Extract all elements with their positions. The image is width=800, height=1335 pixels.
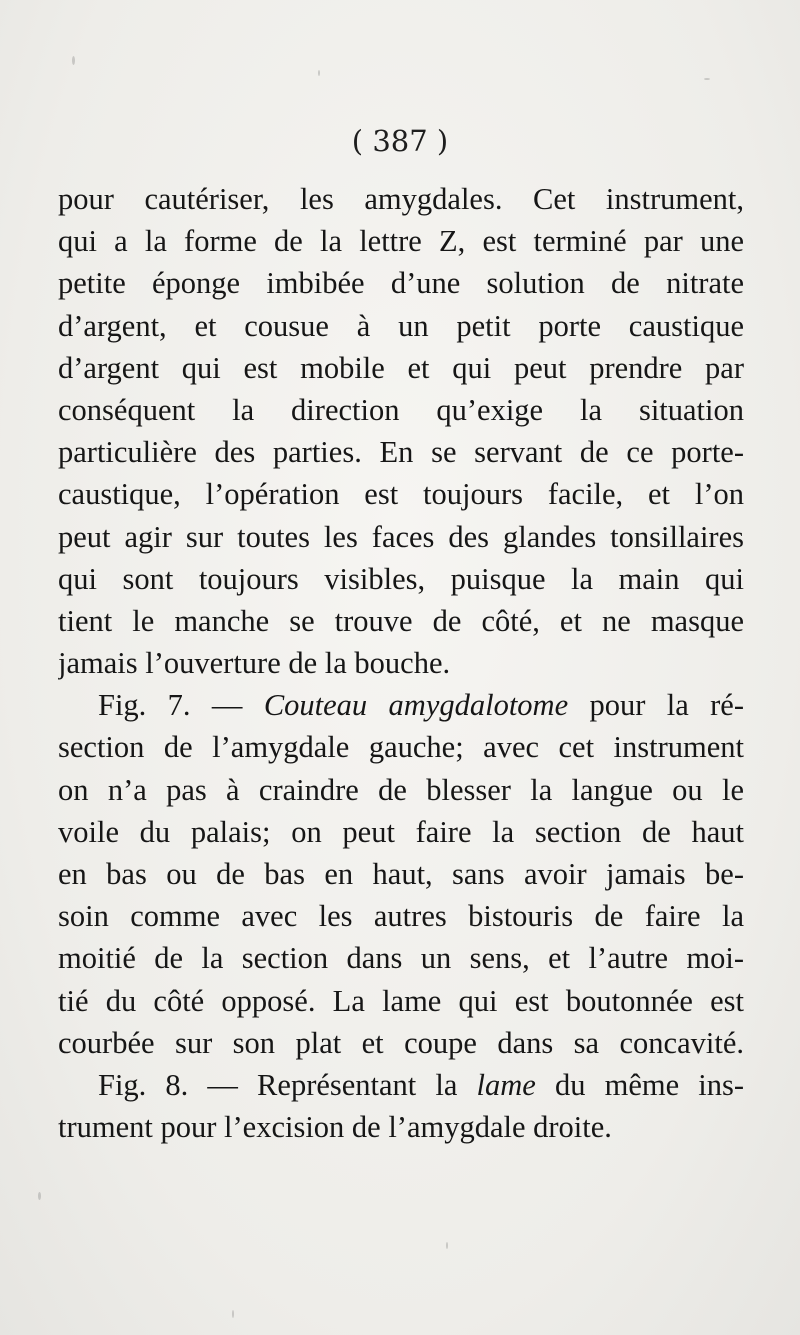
text-run: d’argent, et cousue à un petit porte caustique bbox=[58, 308, 744, 343]
text-run: pour la ré- bbox=[568, 688, 744, 723]
text-run: conséquent la direction qu’exige la situation bbox=[58, 392, 744, 427]
text-line bbox=[58, 1022, 744, 1064]
text-line bbox=[58, 811, 744, 853]
text-line bbox=[58, 389, 744, 431]
text-line bbox=[58, 853, 744, 895]
text-line bbox=[58, 726, 744, 768]
italic-text: Couteau amygdalotome bbox=[263, 688, 569, 723]
text-run: qui sont toujours visibles, puisque la main qui bbox=[58, 561, 744, 596]
paper-speck bbox=[38, 1192, 41, 1200]
text-run: soin comme avec les autres bistouris de faire la bbox=[58, 899, 744, 934]
text-run: courbée sur son plat et coupe dans sa concavité. bbox=[58, 1025, 744, 1060]
text-line bbox=[58, 347, 744, 389]
text-line bbox=[58, 684, 744, 726]
text-line bbox=[58, 262, 744, 304]
text-run: on n’a pas à craindre de blesser la langue ou le bbox=[58, 772, 744, 807]
text-line bbox=[58, 431, 744, 473]
text-line bbox=[58, 178, 744, 220]
text-run: Fig. 7. — bbox=[98, 688, 264, 723]
text-line bbox=[58, 558, 744, 600]
paper-speck bbox=[318, 70, 320, 76]
text-run: jamais l’ouverture de la bouche. bbox=[58, 646, 451, 681]
text-run: caustique, l’opération est toujours facile, et l’on bbox=[58, 477, 744, 512]
text-line bbox=[58, 220, 744, 262]
paper-speck bbox=[446, 1242, 448, 1249]
paper-speck bbox=[72, 56, 75, 65]
text-run: tient le manche se trouve de côté, et ne masque bbox=[58, 603, 744, 638]
text-line bbox=[58, 473, 744, 515]
text-run: peut agir sur toutes les faces des glandes tonsillaires bbox=[58, 519, 744, 554]
text-run: en bas ou de bas en haut, sans avoir jamais be- bbox=[58, 857, 744, 891]
text-line bbox=[58, 769, 744, 811]
text-line bbox=[58, 895, 744, 937]
text-line bbox=[58, 980, 744, 1022]
text-line bbox=[58, 1064, 744, 1106]
text-run: qui a la forme de la lettre Z, est terminé par une bbox=[58, 224, 744, 259]
paper-speck bbox=[704, 78, 710, 80]
text-run: voile du palais; on peut faire la section de haut bbox=[58, 814, 744, 849]
text-run: section de l’amygdale gauche; avec cet instrument bbox=[58, 730, 744, 765]
text-run: du même ins- bbox=[535, 1067, 744, 1102]
text-line bbox=[58, 600, 744, 642]
text-run: trument pour l’excision de l’amygdale droite. bbox=[58, 1110, 612, 1145]
body-text bbox=[58, 178, 744, 1148]
text-line bbox=[58, 1106, 744, 1148]
text-run: Fig. 8. — Représentant la bbox=[98, 1067, 477, 1102]
text-run: particulière des parties. En se servant de ce porte- bbox=[58, 435, 744, 470]
text-line bbox=[58, 642, 744, 684]
text-run: d’argent qui est mobile et qui peut prendre par bbox=[58, 350, 744, 385]
page-number: ( 387 ) bbox=[351, 124, 449, 158]
paper-speck bbox=[232, 1310, 234, 1318]
text-line bbox=[58, 937, 744, 979]
italic-text: lame bbox=[476, 1067, 536, 1102]
text-line bbox=[58, 516, 744, 558]
text-run: pour cautériser, les amygdales. Cet instrument, bbox=[58, 182, 744, 216]
text-run: petite éponge imbibée d’une solution de nitrate bbox=[58, 266, 744, 301]
text-run: moitié de la section dans un sens, et l’autre moi- bbox=[58, 941, 744, 976]
text-run: tié du côté opposé. La lame qui est boutonnée est bbox=[58, 983, 744, 1018]
text-line bbox=[58, 305, 744, 347]
